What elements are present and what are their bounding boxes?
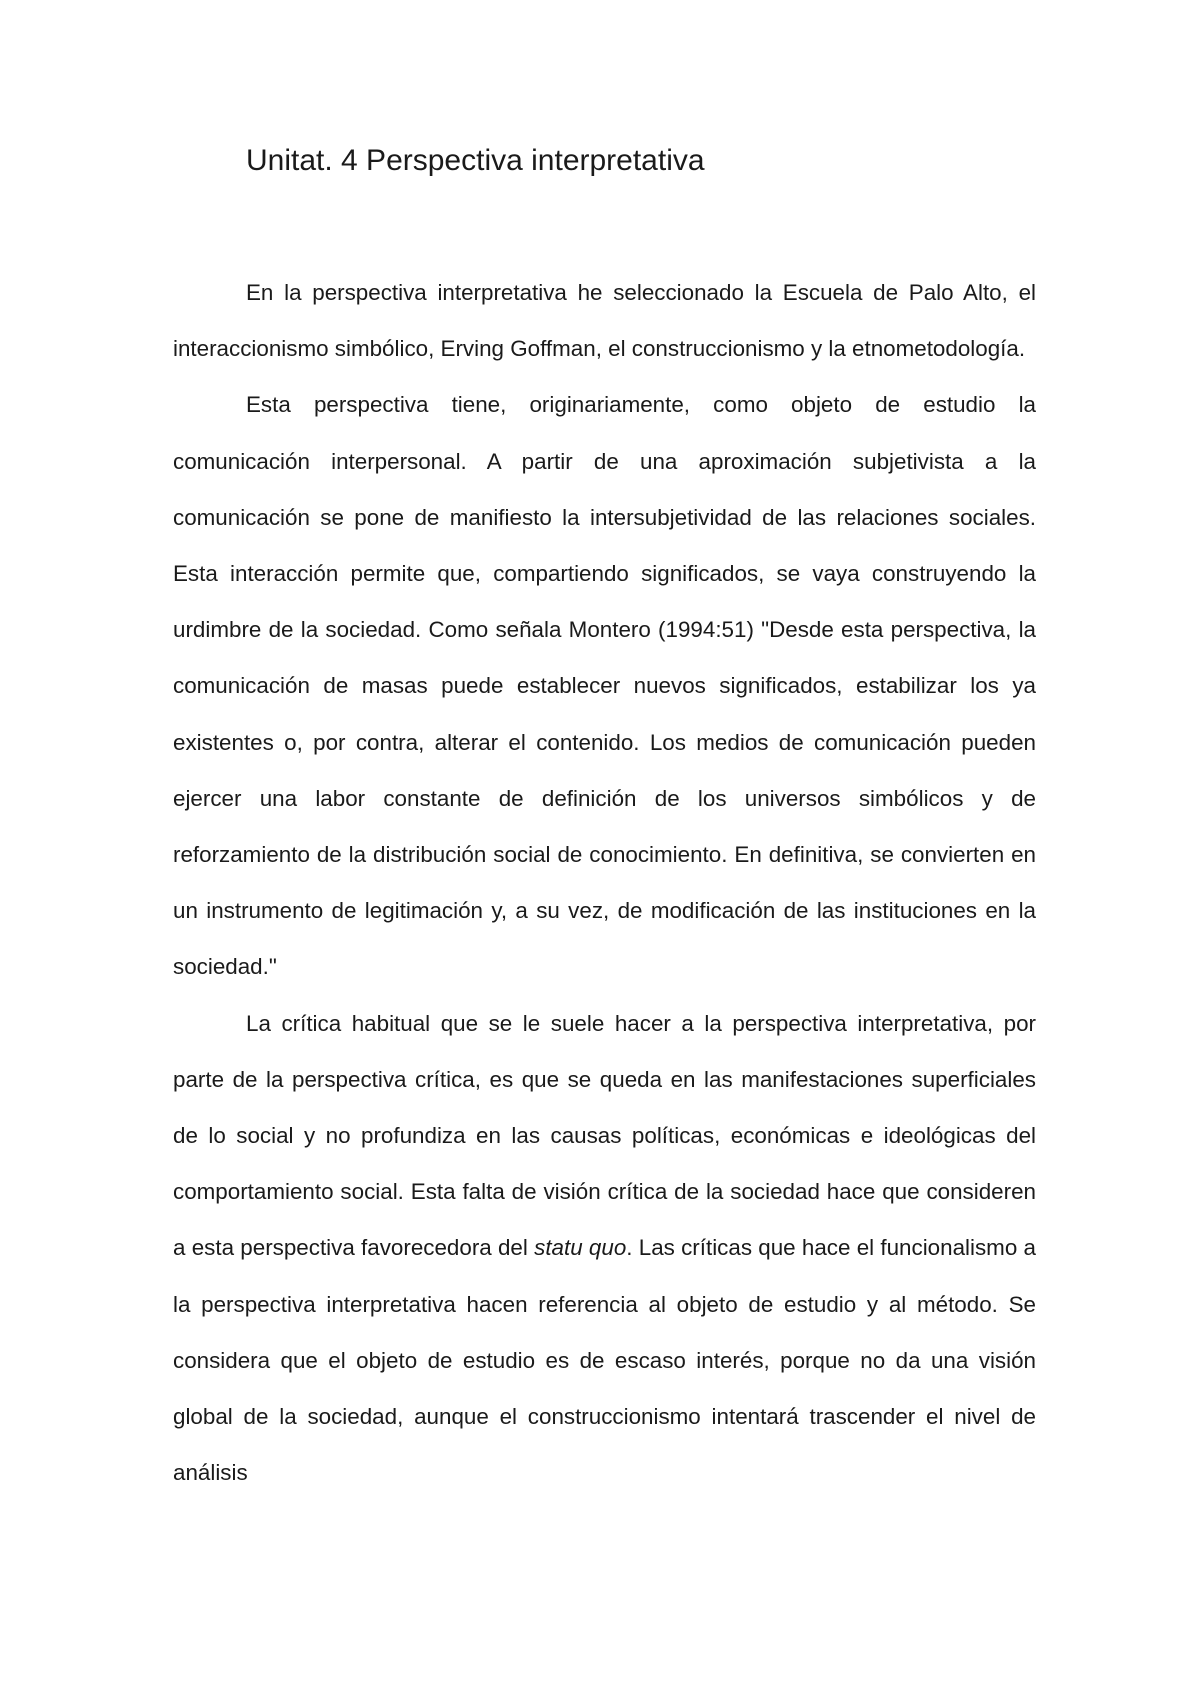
paragraph-perspective: Esta perspectiva tiene, originariamente, como objeto de estudio la comunicación interpersonal. A partir de una aproximación subjetivista a la comunicación se pone de manifiesto la intersubjetividad de las relaciones sociales. Esta interacción permite que, compartiendo significados, se vaya construyendo la urdimbre de la sociedad. Como señala Montero (1994:51) "Desde esta perspectiva, la comunicación de masas puede establecer nuevos significados, estabilizar los ya existentes o, por contra, alterar el contenido. Los medios de comunicación pueden ejercer una labor constante de definición de los universos simbólicos y de reforzamiento de la distribución social de conocimiento. En definitiva, se convierten en un instrumento de legitimación y, a su vez, de modificación de las instituciones en la sociedad." <box>173 392 1036 980</box>
paragraph-intro: En la perspectiva interpretativa he seleccionado la Escuela de Palo Alto, el interaccionismo simbólico, Erving Goffman, el construccionismo y la etnometodología. <box>173 280 1036 362</box>
critique-text-start: La crítica habitual que se le suele hacer a la perspectiva interpretativa, por parte de la perspectiva crítica, es que se queda en las manifestaciones superficiales de lo social y no profundiza en las causas políticas, económicas e ideológicas del comportamiento social. Esta falta de visión crítica de la sociedad hace que consideren a esta perspectiva favorecedora del <box>173 1010 1036 1261</box>
paragraph-critique <box>173 996 1036 1502</box>
document-title: Unitat. 4 Perspectiva interpretativa <box>246 144 705 177</box>
document-body <box>173 265 1036 1501</box>
italic-term: statu quo <box>534 1235 627 1261</box>
critique-text-end: . Las críticas que hace el funcionalismo a la perspectiva interpretativa hacen referencia al objeto de estudio y al método. Se considera que el objeto de estudio es de escaso interés, porque no da una visión global de la sociedad, aunque el construccionismo intentará trascender el nivel de análisis <box>173 1235 1036 1486</box>
